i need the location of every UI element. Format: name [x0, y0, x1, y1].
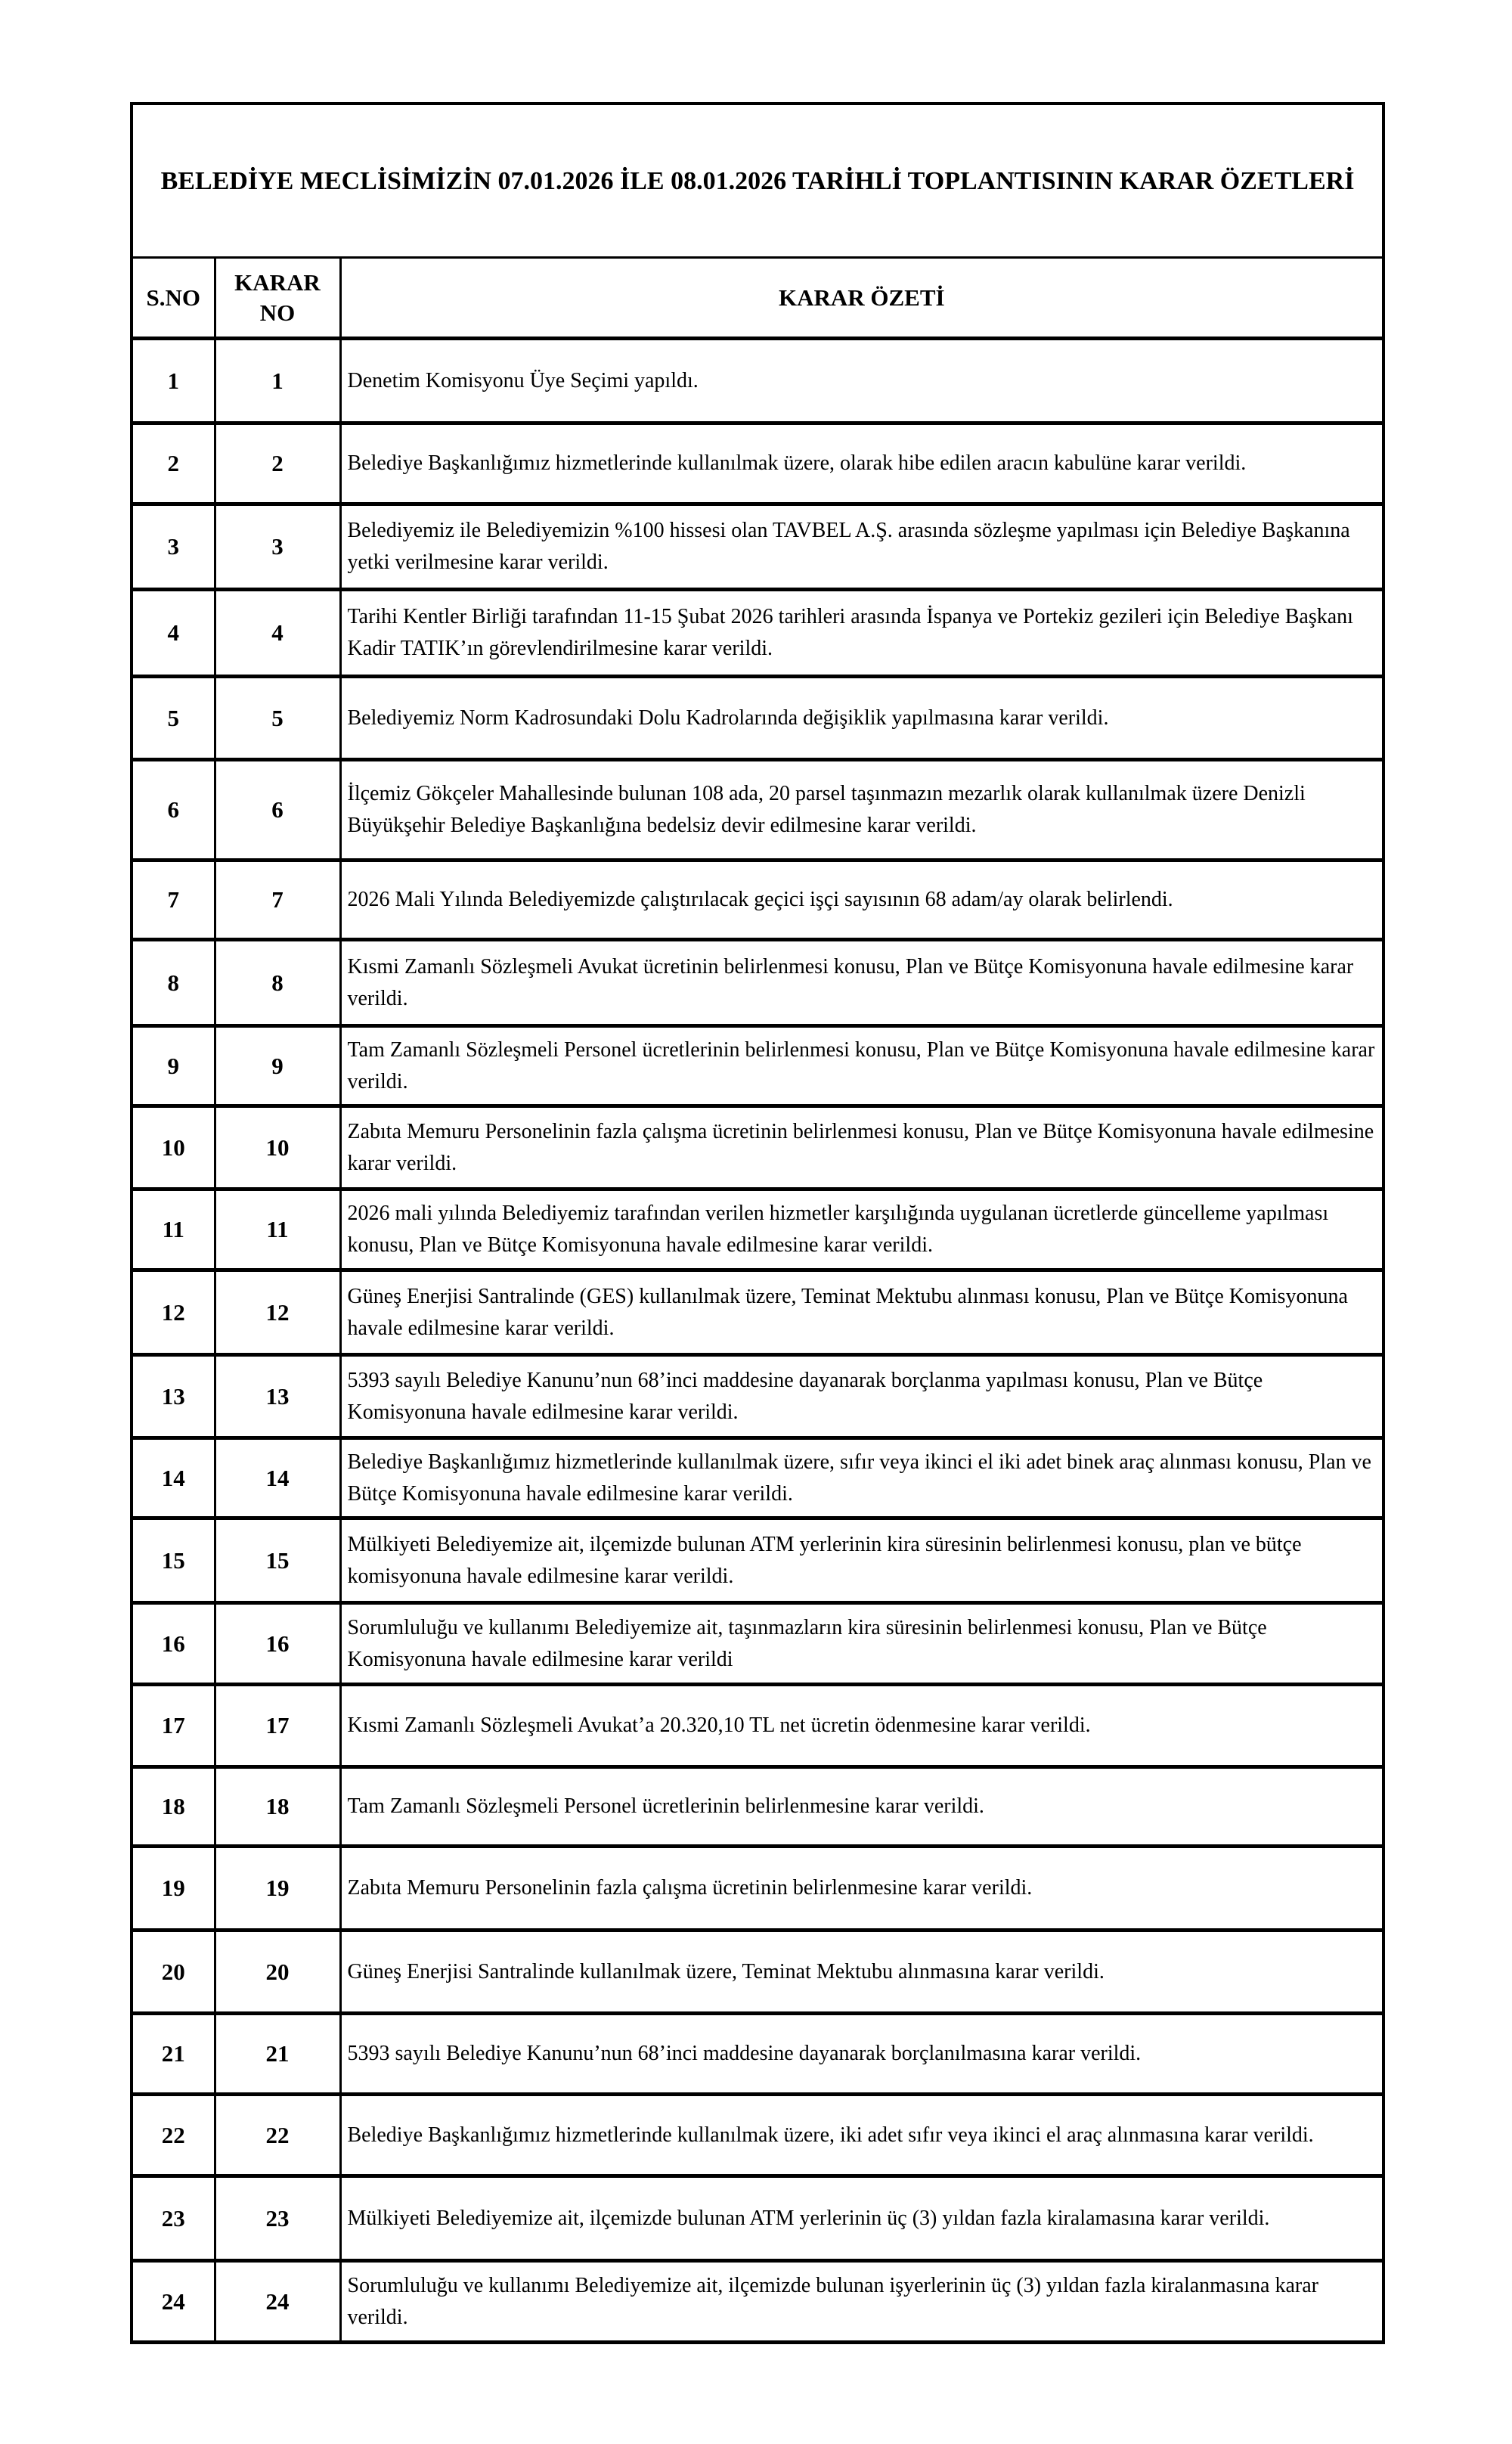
karar-no-cell: 21 — [215, 2014, 340, 2095]
s-no-cell: 12 — [132, 1270, 215, 1355]
karar-ozet-cell: Tam Zamanlı Sözleşmeli Personel ücretlerinin belirlenmesi konusu, Plan ve Bütçe Komisyonuna havale edilmesine karar verildi. — [340, 1026, 1383, 1106]
karar-no-cell: 15 — [215, 1518, 340, 1603]
karar-no-cell: 20 — [215, 1931, 340, 2014]
karar-no-cell: 9 — [215, 1026, 340, 1106]
table-row — [132, 423, 1383, 504]
karar-no-cell: 13 — [215, 1355, 340, 1438]
karar-table — [130, 102, 1385, 2344]
karar-ozet-cell: Kısmi Zamanlı Sözleşmeli Avukat’a 20.320,10 TL net ücretin ödenmesine karar verildi. — [340, 1685, 1383, 1767]
table-row — [132, 1685, 1383, 1767]
table-body — [132, 339, 1383, 2343]
s-no-cell: 6 — [132, 760, 215, 861]
karar-ozet-cell: Tarihi Kentler Birliği tarafından 11-15 Şubat 2026 tarihleri arasında İspanya ve Portekiz gezileri için Belediye Başkanı Kadir TATIK’ın görevlendirilmesine karar verildi. — [340, 590, 1383, 677]
s-no-cell: 24 — [132, 2261, 215, 2343]
s-no-cell: 21 — [132, 2014, 215, 2095]
karar-no-cell: 1 — [215, 339, 340, 423]
table-row — [132, 2176, 1383, 2261]
table-row — [132, 2261, 1383, 2343]
s-no-cell: 1 — [132, 339, 215, 423]
karar-no-cell: 14 — [215, 1438, 340, 1518]
s-no-cell: 14 — [132, 1438, 215, 1518]
s-no-cell: 22 — [132, 2095, 215, 2176]
karar-ozet-cell: Zabıta Memuru Personelinin fazla çalışma ücretinin belirlenmesine karar verildi. — [340, 1847, 1383, 1931]
table-row — [132, 1847, 1383, 1931]
karar-no-cell: 5 — [215, 677, 340, 760]
s-no-cell: 3 — [132, 504, 215, 590]
table-row — [132, 861, 1383, 940]
karar-ozet-cell: Güneş Enerjisi Santralinde (GES) kullanılmak üzere, Teminat Mektubu alınması konusu, Plan ve Bütçe Komisyonuna havale edilmesine karar verildi. — [340, 1270, 1383, 1355]
table-row — [132, 1518, 1383, 1603]
karar-ozet-cell: Sorumluluğu ve kullanımı Belediyemize ait, ilçemizde bulunan işyerlerinin üç (3) yıldan fazla kiralanmasına karar verildi. — [340, 2261, 1383, 2343]
s-no-cell: 19 — [132, 1847, 215, 1931]
karar-ozet-cell: Mülkiyeti Belediyemize ait, ilçemizde bulunan ATM yerlerinin üç (3) yıldan fazla kiralamasına karar verildi. — [340, 2176, 1383, 2261]
s-no-cell: 11 — [132, 1189, 215, 1270]
karar-no-cell: 19 — [215, 1847, 340, 1931]
title-row — [132, 104, 1383, 258]
table-row — [132, 339, 1383, 423]
column-header-s-no: S.NO — [132, 258, 215, 339]
table-row — [132, 760, 1383, 861]
table-row — [132, 1603, 1383, 1685]
s-no-cell: 13 — [132, 1355, 215, 1438]
karar-no-cell: 11 — [215, 1189, 340, 1270]
karar-ozet-cell: Belediye Başkanlığımız hizmetlerinde kullanılmak üzere, iki adet sıfır veya ikinci el araç alınmasına karar verildi. — [340, 2095, 1383, 2176]
karar-no-cell: 16 — [215, 1603, 340, 1685]
s-no-cell: 16 — [132, 1603, 215, 1685]
karar-ozet-cell: Mülkiyeti Belediyemize ait, ilçemizde bulunan ATM yerlerinin kira süresinin belirlenmesi konusu, plan ve bütçe komisyonuna havale edilmesine karar verildi. — [340, 1518, 1383, 1603]
table-row — [132, 2095, 1383, 2176]
karar-no-cell: 10 — [215, 1106, 340, 1189]
s-no-cell: 18 — [132, 1767, 215, 1847]
karar-ozet-cell: 5393 sayılı Belediye Kanunu’nun 68’inci maddesine dayanarak borçlanma yapılması konusu, Plan ve Bütçe Komisyonuna havale edilmesine karar verildi. — [340, 1355, 1383, 1438]
karar-ozet-cell: Belediye Başkanlığımız hizmetlerinde kullanılmak üzere, sıfır veya ikinci el iki adet binek araç alınması konusu, Plan ve Bütçe Komisyonuna havale edilmesine karar verildi. — [340, 1438, 1383, 1518]
karar-no-cell: 6 — [215, 760, 340, 861]
karar-no-cell: 24 — [215, 2261, 340, 2343]
table-row — [132, 1270, 1383, 1355]
table-row — [132, 1767, 1383, 1847]
table-row — [132, 1355, 1383, 1438]
karar-ozet-cell: Belediyemiz ile Belediyemizin %100 hissesi olan TAVBEL A.Ş. arasında sözleşme yapılması için Belediye Başkanına yetki verilmesine karar verildi. — [340, 504, 1383, 590]
karar-no-cell: 22 — [215, 2095, 340, 2176]
header-row — [132, 258, 1383, 339]
karar-no-cell: 17 — [215, 1685, 340, 1767]
s-no-cell: 8 — [132, 940, 215, 1026]
s-no-cell: 15 — [132, 1518, 215, 1603]
karar-no-cell: 4 — [215, 590, 340, 677]
karar-no-cell: 3 — [215, 504, 340, 590]
table-row — [132, 590, 1383, 677]
table-row — [132, 1931, 1383, 2014]
s-no-cell: 5 — [132, 677, 215, 760]
column-header-karar-no: KARAR NO — [215, 258, 340, 339]
karar-ozet-cell: Güneş Enerjisi Santralinde kullanılmak üzere, Teminat Mektubu alınmasına karar verildi. — [340, 1931, 1383, 2014]
karar-ozet-cell: Belediye Başkanlığımız hizmetlerinde kullanılmak üzere, olarak hibe edilen aracın kabulüne karar verildi. — [340, 423, 1383, 504]
karar-ozet-cell: 2026 mali yılında Belediyemiz tarafından verilen hizmetler karşılığında uygulanan ücretlerde güncelleme yapılması konusu, Plan ve Bütçe Komisyonuna havale edilmesine karar verildi. — [340, 1189, 1383, 1270]
karar-no-cell: 18 — [215, 1767, 340, 1847]
s-no-cell: 10 — [132, 1106, 215, 1189]
karar-ozet-cell: 2026 Mali Yılında Belediyemizde çalıştırılacak geçici işçi sayısının 68 adam/ay olarak belirlendi. — [340, 861, 1383, 940]
page-title: BELEDİYE MECLİSİMİZİN 07.01.2026 İLE 08.01.2026 TARİHLİ TOPLANTISININ KARAR ÖZETLERİ — [132, 104, 1383, 258]
karar-ozet-cell: Denetim Komisyonu Üye Seçimi yapıldı. — [340, 339, 1383, 423]
table-row — [132, 2014, 1383, 2095]
column-header-karar-ozeti: KARAR ÖZETİ — [340, 258, 1383, 339]
table-row — [132, 677, 1383, 760]
s-no-cell: 2 — [132, 423, 215, 504]
table-row — [132, 504, 1383, 590]
karar-ozet-cell: Tam Zamanlı Sözleşmeli Personel ücretlerinin belirlenmesine karar verildi. — [340, 1767, 1383, 1847]
table-row — [132, 1438, 1383, 1518]
s-no-cell: 9 — [132, 1026, 215, 1106]
karar-ozet-cell: Sorumluluğu ve kullanımı Belediyemize ait, taşınmazların kira süresinin belirlenmesi konusu, Plan ve Bütçe Komisyonuna havale edilmesine karar verildi — [340, 1603, 1383, 1685]
s-no-cell: 7 — [132, 861, 215, 940]
table-row — [132, 1189, 1383, 1270]
table-row — [132, 1026, 1383, 1106]
karar-ozet-cell: 5393 sayılı Belediye Kanunu’nun 68’inci maddesine dayanarak borçlanılmasına karar verildi. — [340, 2014, 1383, 2095]
s-no-cell: 17 — [132, 1685, 215, 1767]
karar-no-cell: 7 — [215, 861, 340, 940]
karar-ozet-cell: Kısmi Zamanlı Sözleşmeli Avukat ücretinin belirlenmesi konusu, Plan ve Bütçe Komisyonuna havale edilmesine karar verildi. — [340, 940, 1383, 1026]
s-no-cell: 20 — [132, 1931, 215, 2014]
karar-ozet-cell: Zabıta Memuru Personelinin fazla çalışma ücretinin belirlenmesi konusu, Plan ve Bütçe Komisyonuna havale edilmesine karar verildi. — [340, 1106, 1383, 1189]
s-no-cell: 23 — [132, 2176, 215, 2261]
table-head — [132, 104, 1383, 339]
karar-no-cell: 8 — [215, 940, 340, 1026]
karar-no-cell: 12 — [215, 1270, 340, 1355]
table-row — [132, 1106, 1383, 1189]
karar-no-cell: 2 — [215, 423, 340, 504]
karar-no-cell: 23 — [215, 2176, 340, 2261]
karar-ozet-cell: Belediyemiz Norm Kadrosundaki Dolu Kadrolarında değişiklik yapılmasına karar verildi. — [340, 677, 1383, 760]
s-no-cell: 4 — [132, 590, 215, 677]
table-row — [132, 940, 1383, 1026]
karar-ozet-cell: İlçemiz Gökçeler Mahallesinde bulunan 108 ada, 20 parsel taşınmazın mezarlık olarak kullanılmak üzere Denizli Büyükşehir Belediye Başkanlığına bedelsiz devir edilmesine karar verildi. — [340, 760, 1383, 861]
